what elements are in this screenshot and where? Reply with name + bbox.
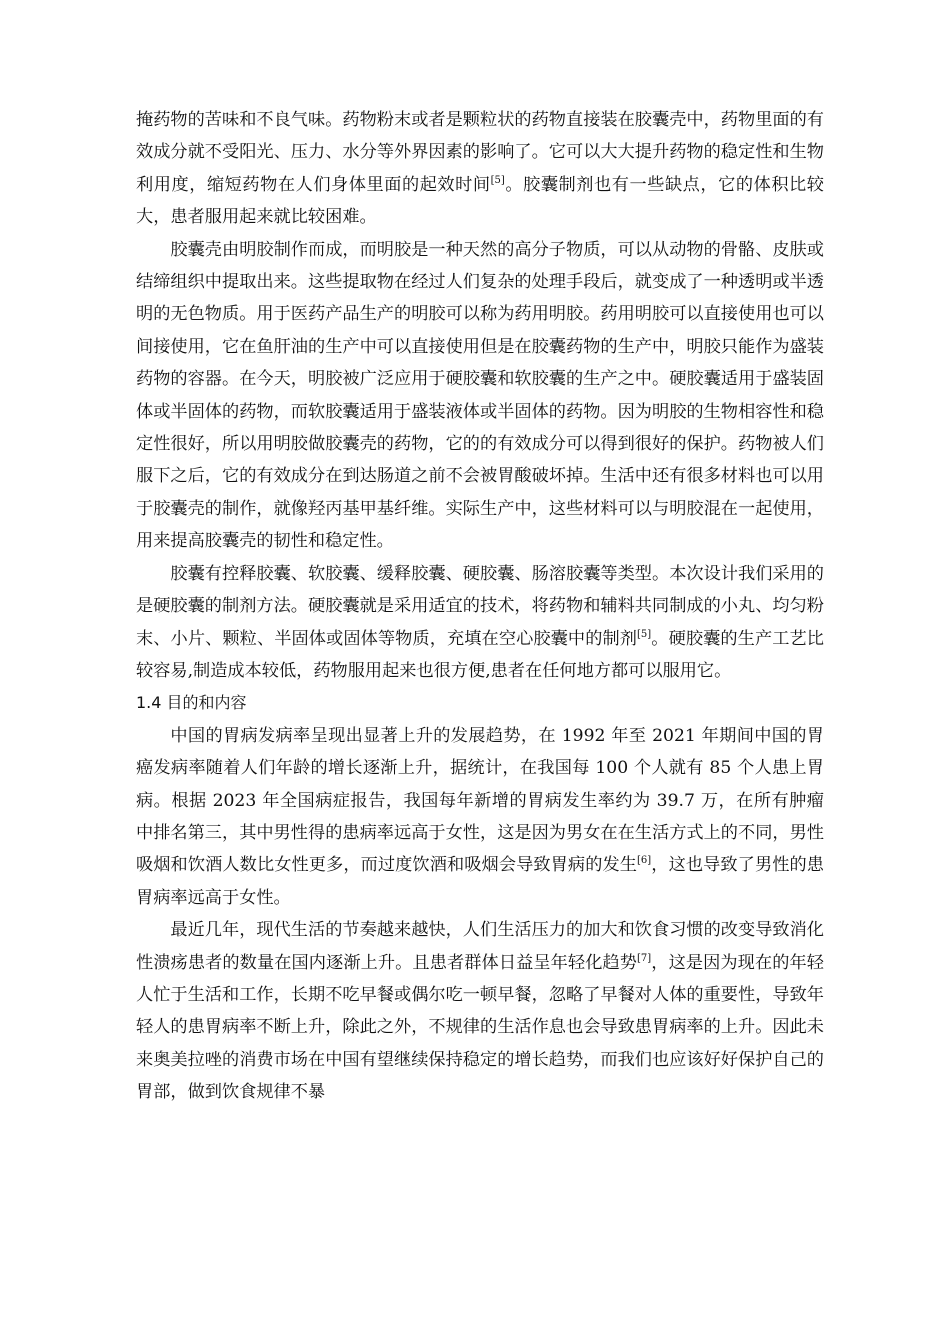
paragraph-text: 中国的胃病发病率呈现出显著上升的发展趋势，在 1992 年至 2021 年期间中国的胃癌发病率随着人们年龄的增长逐渐上升，据统计，在我国每 100 个人就有 85 个人患上胃病。根据 2023 年全国病症报告，我国每年新增的胃病发生率约为 39.7 万，在所有肿瘤中排名第三，其中男性得的患病率远高于女性，这是因为男女在在生活方式上的不同，男性吸烟和饮酒人数比女性更多，而过度饮酒和吸烟会导致胃病的发生 [136, 725, 824, 876]
body-text-block-2 [136, 720, 824, 1109]
paragraph-text: 胶囊有控释胶囊、软胶囊、缓释胶囊、硬胶囊、肠溶胶囊等类型。本次设计我们采用的是硬胶囊的制剂方法。硬胶囊就是采用适宜的技术，将药物和辅料共同制成的小丸、均匀粉末、小片、颗粒、半固体或固体等物质，充填在空心胶囊中的制剂 [136, 563, 824, 649]
section-heading: 1.4 目的和内容 [136, 693, 247, 713]
paragraph-text: 胶囊壳由明胶制作而成，而明胶是一种天然的高分子物质，可以从动物的骨骼、皮肤或结缔组织中提取出来。这些提取物在经过人们复杂的处理手段后，就变成了一种透明或半透明的无色物质。用于医药产品生产的明胶可以称为药用明胶。药用明胶可以直接使用也可以间接使用，它在鱼肝油的生产中可以直接使用但是在胶囊药物的生产中，明胶只能作为盛装药物的容器。在今天，明胶被广泛应用于硬胶囊和软胶囊的生产之中。硬胶囊适用于盛装固体或半固体的药物，而软胶囊适用于盛装液体或半固体的药物。因为明胶的生物相容性和稳定性很好，所以用明胶做胶囊壳的药物，它的的有效成分可以得到很好的保护。药物被人们服下之后，它的有效成分在到达肠道之前不会被胃酸破坏掉。生活中还有很多材料也可以用于胶囊壳的制作，就像羟丙基甲基纤维。实际生产中，这些材料可以与明胶混在一起使用，用来提高胶囊壳的韧性和稳定性。 [136, 239, 824, 552]
citation-ref: [5] [637, 628, 652, 640]
paragraph [136, 234, 824, 558]
paragraph [136, 104, 824, 234]
paragraph-text: 最近几年，现代生活的节奏越来越快，人们生活压力的加大和饮食习惯的改变导致消化性溃疡患者的数量在国内逐渐上升。且患者群体日益呈年轻化趋势 [136, 920, 824, 973]
citation-ref: [5] [490, 174, 505, 186]
paragraph-text: ，这也导致了男性的患胃病率远高于女性。 [136, 855, 824, 908]
paragraph-text: ，这是因为现在的年轻人忙于生活和工作，长期不吃早餐或偶尔吃一顿早餐，忽略了早餐对人体的重要性，导致年轻人的患胃病率不断上升，除此之外，不规律的生活作息也会导致患胃病率的上升。因此未来奥美拉唑的消费市场在中国有望继续保持稳定的增长趋势，而我们也应该好好保护自己的胃部，做到饮食规律不暴 [136, 952, 824, 1103]
paragraph [136, 558, 824, 688]
paragraph-text: 。硬胶囊的生产工艺比较容易,制造成本较低，药物服用起来也很方便,患者在任何地方都可以服用它。 [136, 628, 824, 681]
paragraph [136, 720, 824, 914]
citation-ref: [7] [637, 952, 652, 964]
document-page [136, 104, 824, 1109]
citation-ref: [6] [637, 855, 652, 867]
paragraph-text: 掩药物的苦味和不良气味。药物粉末或者是颗粒状的药物直接装在胶囊壳中，药物里面的有效成分就不受阳光、压力、水分等外界因素的影响了。它可以大大提升药物的稳定性和生物利用度，缩短药物在人们身体里面的起效时间 [136, 110, 824, 195]
paragraph [136, 914, 824, 1108]
paragraph-text: 。胶囊制剂也有一些缺点，它的体积比较大，患者服用起来就比较困难。 [136, 174, 824, 228]
body-text-block-1 [136, 104, 824, 687]
